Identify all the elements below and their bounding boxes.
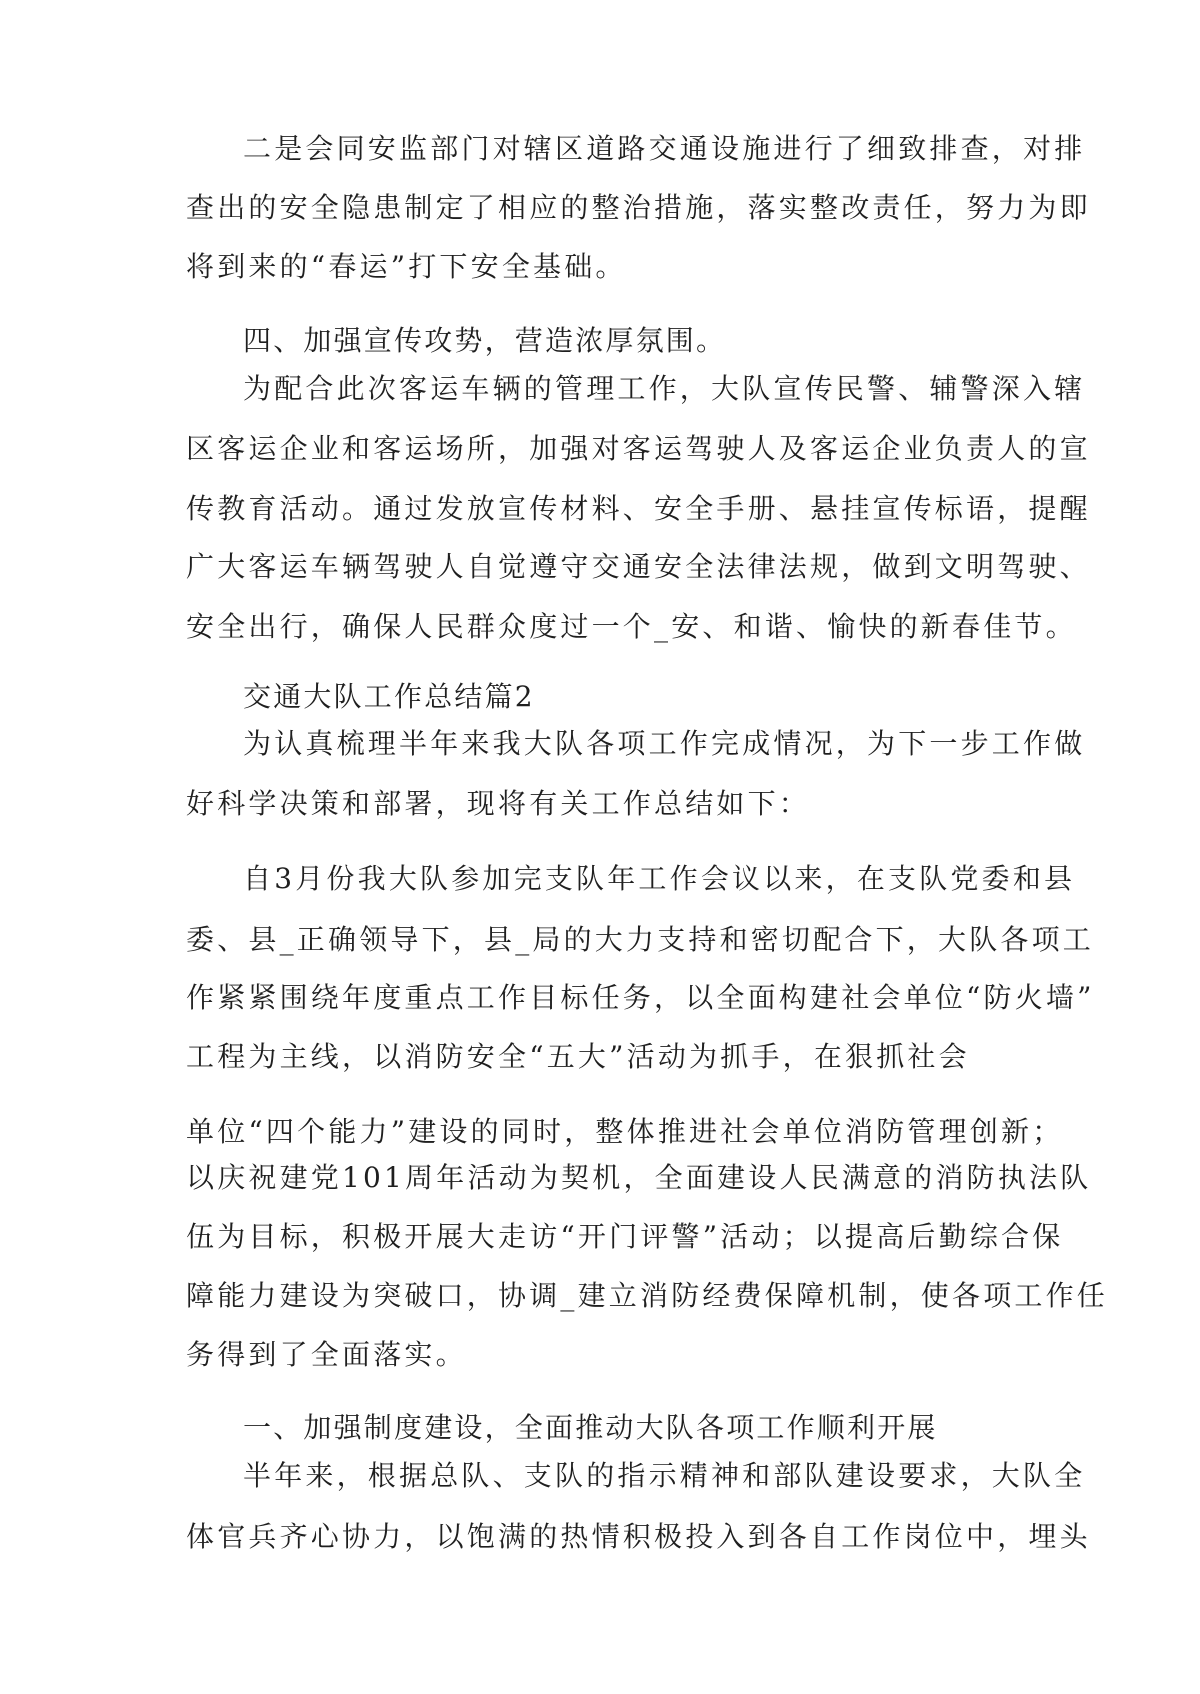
section-heading: 交通大队工作总结篇2: [243, 680, 535, 713]
paragraph-line: 以庆祝建党101周年活动为契机，全面建设人民满意的消防执法队: [186, 1161, 1092, 1194]
paragraph-line: 为认真梳理半年来我大队各项工作完成情况，为下一步工作做: [243, 727, 1086, 760]
paragraph-line: 伍为目标，积极开展大走访“开门评警”活动；以提高后勤综合保: [186, 1220, 1064, 1253]
paragraph-line: 好科学决策和部署，现将有关工作总结如下：: [186, 787, 811, 820]
paragraph-line: 委、县_正确领导下，县_局的大力支持和密切配合下，大队各项工: [186, 923, 1095, 956]
paragraph-line: 查出的安全隐患制定了相应的整治措施，落实整改责任，努力为即: [186, 191, 1091, 224]
paragraph-line: 工程为主线，以消防安全“五大”活动为抓手，在狠抓社会: [186, 1040, 970, 1073]
paragraph-line: 为配合此次客运车辆的管理工作，大队宣传民警、辅警深入辖: [243, 372, 1086, 405]
paragraph-line: 区客运企业和客运场所，加强对客运驾驶人及客运企业负责人的宣: [186, 432, 1091, 465]
paragraph-line: 作紧紧围绕年度重点工作目标任务，以全面构建社会单位“防火墙”: [186, 981, 1095, 1014]
section-heading: 一、加强制度建设，全面推动大队各项工作顺利开展: [243, 1411, 938, 1444]
paragraph-line: 安全出行，确保人民群众度过一个_安、和谐、愉快的新春佳节。: [186, 610, 1077, 643]
paragraph-line: 体官兵齐心协力，以饱满的热情积极投入到各自工作岗位中，埋头: [186, 1520, 1091, 1553]
paragraph-line: 将到来的“春运”打下安全基础。: [186, 250, 627, 283]
paragraph-line: 半年来，根据总队、支队的指示精神和部队建设要求，大队全: [243, 1459, 1086, 1492]
paragraph-line: 自3月份我大队参加完支队年工作会议以来，在支队党委和县: [243, 862, 1076, 895]
paragraph-line: 单位“四个能力”建设的同时，整体推进社会单位消防管理创新；: [186, 1115, 1064, 1148]
paragraph-line: 务得到了全面落实。: [186, 1338, 467, 1371]
paragraph-line: 障能力建设为突破口，协调_建立消防经费保障机制，使各项工作任: [186, 1279, 1109, 1312]
paragraph-line: 传教育活动。通过发放宣传材料、安全手册、悬挂宣传标语，提醒: [186, 492, 1091, 525]
paragraph-line: 二是会同安监部门对辖区道路交通设施进行了细致排查，对排: [243, 132, 1086, 165]
paragraph-line: 广大客运车辆驾驶人自觉遵守交通安全法律法规，做到文明驾驶、: [186, 550, 1091, 583]
section-heading: 四、加强宣传攻势，营造浓厚氛围。: [243, 324, 727, 357]
